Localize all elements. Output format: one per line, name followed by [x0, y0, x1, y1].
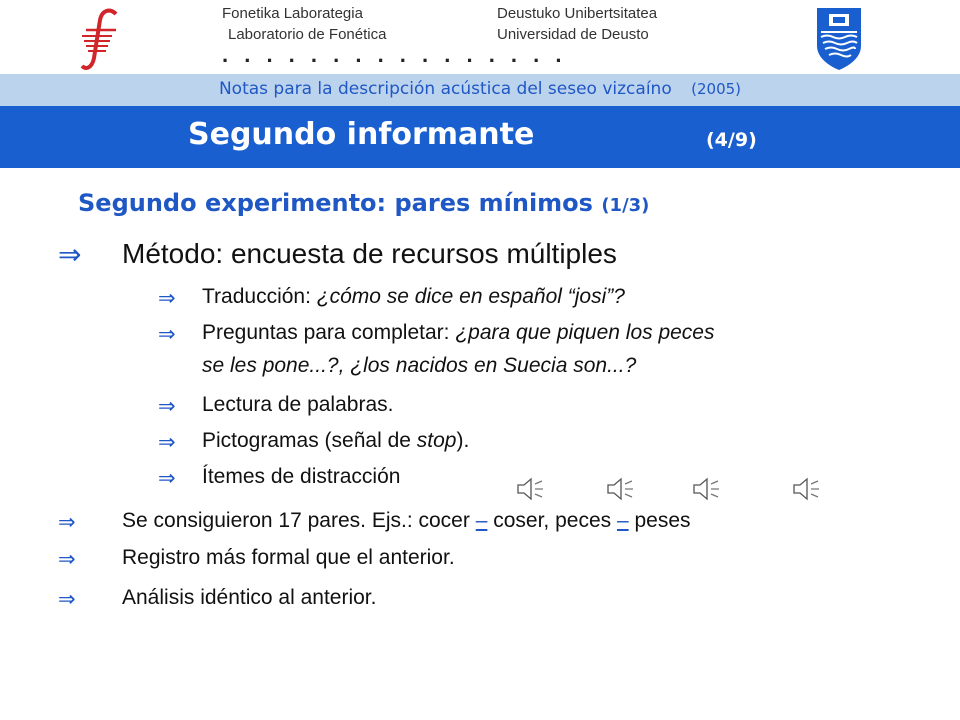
slide-number: (4/9): [706, 129, 757, 151]
bullet-items: Ítemes de distracción: [202, 465, 401, 488]
arrow-icon: ⇒: [58, 510, 76, 534]
arrow-icon: ⇒: [58, 587, 76, 611]
slide-title: Segundo informante: [188, 117, 535, 152]
arrow-icon: ⇒: [158, 466, 176, 490]
header-left-line2: Laboratorio de Fonética: [228, 26, 387, 43]
subtitle-year: (2005): [691, 80, 742, 98]
pictogramas-text: Pictogramas (señal de: [202, 429, 417, 452]
speaker-icon[interactable]: [790, 476, 822, 502]
arrow-icon: ⇒: [158, 430, 176, 454]
bullet-lectura: Lectura de palabras.: [202, 393, 394, 416]
bullet-pares: [122, 509, 691, 533]
preguntas-example-1: ¿para que piquen los peces: [455, 321, 715, 344]
pair-link-peces-peses[interactable]: –: [616, 509, 629, 532]
bullet-metodo: Método: encuesta de recursos múltiples: [122, 238, 617, 269]
header-left-line1: Fonetika Laborategia: [222, 5, 363, 22]
speaker-icon[interactable]: [514, 476, 546, 502]
preguntas-example-2: se les pone...?, ¿los nacidos en Suecia son...?: [202, 354, 637, 377]
speaker-icon[interactable]: [604, 476, 636, 502]
header-right-line2: Universidad de Deusto: [497, 26, 649, 43]
bullet-pictogramas: [202, 429, 469, 453]
traduccion-example: ¿cómo se dice en español “josi”?: [316, 285, 625, 308]
traduccion-label: Traducción:: [202, 285, 317, 308]
bullet-traduccion: [202, 285, 625, 309]
pares-text-1: Se consiguieron 17 pares. Ejs.: cocer: [122, 509, 476, 532]
subtitle-text: Notas para la descripción acústica del seseo vizcaíno: [218, 79, 672, 99]
header-dots: . . . . . . . . . . . . . . . .: [222, 42, 562, 67]
arrow-icon: ⇒: [58, 238, 82, 271]
pares-text-3: peses: [628, 509, 691, 532]
phonetics-lab-logo-icon: [76, 6, 126, 72]
bullet-registro: Registro más formal que el anterior.: [122, 546, 455, 569]
section-heading-num: (1/3): [601, 195, 650, 216]
pares-text-2: coser, peces: [487, 509, 617, 532]
preguntas-label: Preguntas para completar:: [202, 321, 456, 344]
speaker-icon[interactable]: [690, 476, 722, 502]
pictogramas-stop: stop: [416, 429, 457, 452]
arrow-icon: ⇒: [158, 322, 176, 346]
arrow-icon: ⇒: [58, 547, 76, 571]
arrow-icon: ⇒: [158, 286, 176, 310]
section-heading: [78, 189, 649, 217]
subtitle: [0, 79, 960, 99]
section-heading-text: Segundo experimento: pares mínimos: [78, 189, 593, 217]
arrow-icon: ⇒: [158, 394, 176, 418]
bullet-analisis: Análisis idéntico al anterior.: [122, 586, 377, 609]
pictogramas-end: ).: [456, 429, 470, 452]
bullet-preguntas: [202, 321, 715, 345]
header-right-line1: Deustuko Unibertsitatea: [497, 5, 658, 22]
pair-link-cocer-coser[interactable]: –: [475, 509, 488, 532]
deusto-shield-icon: [815, 6, 863, 72]
